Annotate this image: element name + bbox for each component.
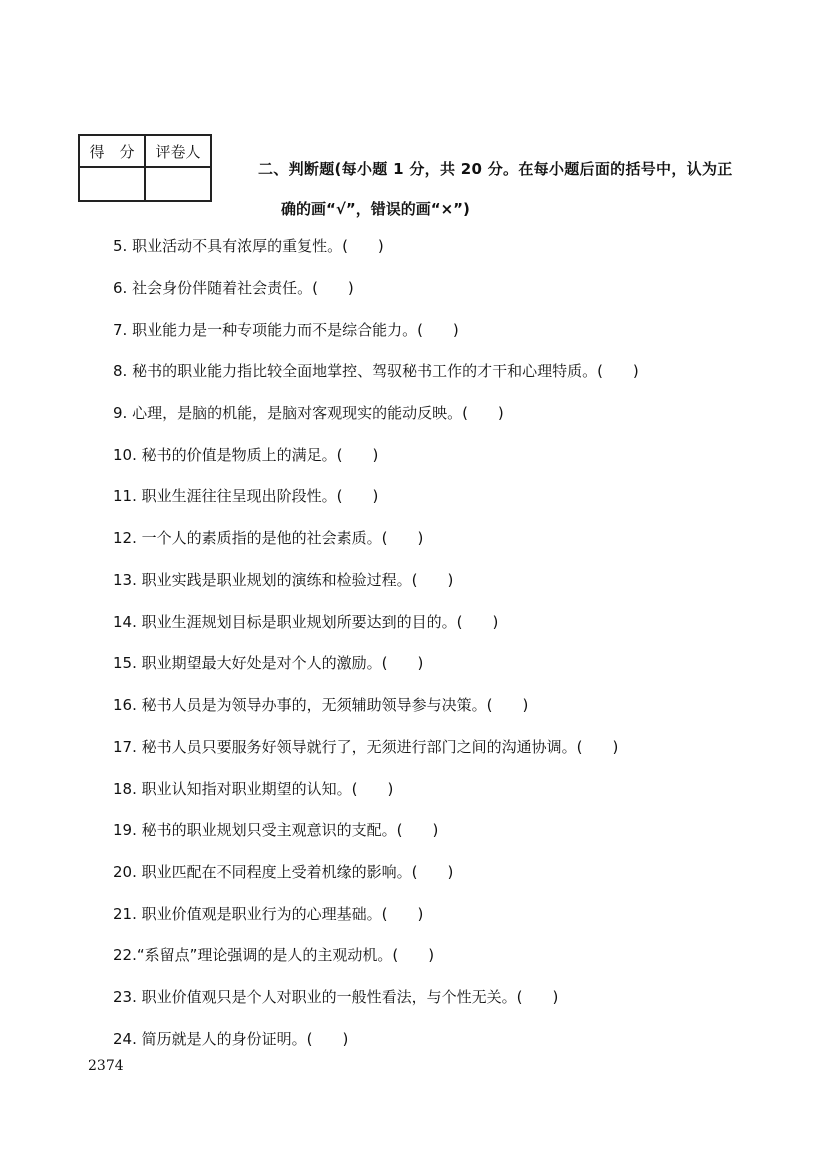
question-18: 18. 职业认知指对职业期望的认知。( ) (113, 780, 394, 798)
question-16: 16. 秘书人员是为领导办事的，无须辅助领导参与决策。( ) (113, 696, 529, 714)
score-label: 得 分 (79, 135, 145, 167)
question-10: 10. 秘书的价值是物质上的满足。( ) (113, 446, 379, 464)
question-13: 13. 职业实践是职业规划的演练和检验过程。( ) (113, 571, 454, 589)
question-5: 5. 职业活动不具有浓厚的重复性。( ) (113, 237, 384, 255)
question-7: 7. 职业能力是一种专项能力而不是综合能力。( ) (113, 321, 459, 339)
question-22: 22.“系留点”理论强调的是人的主观动机。( ) (113, 946, 435, 964)
score-box (78, 134, 212, 202)
question-24: 24. 简历就是人的身份证明。( ) (113, 1030, 349, 1048)
grader-cell[interactable] (145, 167, 211, 201)
score-cell[interactable] (79, 167, 145, 201)
question-17: 17. 秘书人员只要服务好领导就行了，无须进行部门之间的沟通协调。( ) (113, 738, 619, 756)
question-21: 21. 职业价值观是职业行为的心理基础。( ) (113, 905, 424, 923)
question-20: 20. 职业匹配在不同程度上受着机缘的影响。( ) (113, 863, 454, 881)
question-14: 14. 职业生涯规划目标是职业规划所要达到的目的。( ) (113, 613, 499, 631)
question-9: 9. 心理，是脑的机能，是脑对客观现实的能动反映。( ) (113, 404, 504, 422)
question-23: 23. 职业价值观只是个人对职业的一般性看法，与个性无关。( ) (113, 988, 559, 1006)
page-code: 2374 (88, 1058, 124, 1074)
grader-label: 评卷人 (145, 135, 211, 167)
question-12: 12. 一个人的素质指的是他的社会素质。( ) (113, 529, 424, 547)
section-title: 二、判断题(每小题 1 分，共 20 分。在每小题后面的括号中，认为正 (258, 160, 733, 178)
question-8: 8. 秘书的职业能力指比较全面地掌控、驾驭秘书工作的才干和心理特质。( ) (113, 362, 639, 380)
question-11: 11. 职业生涯往往呈现出阶段性。( ) (113, 487, 379, 505)
question-15: 15. 职业期望最大好处是对个人的激励。( ) (113, 654, 424, 672)
question-19: 19. 秘书的职业规划只受主观意识的支配。( ) (113, 821, 439, 839)
question-6: 6. 社会身份伴随着社会责任。( ) (113, 279, 354, 297)
section-title-continued: 确的画“√”，错误的画“×”) (281, 200, 470, 218)
